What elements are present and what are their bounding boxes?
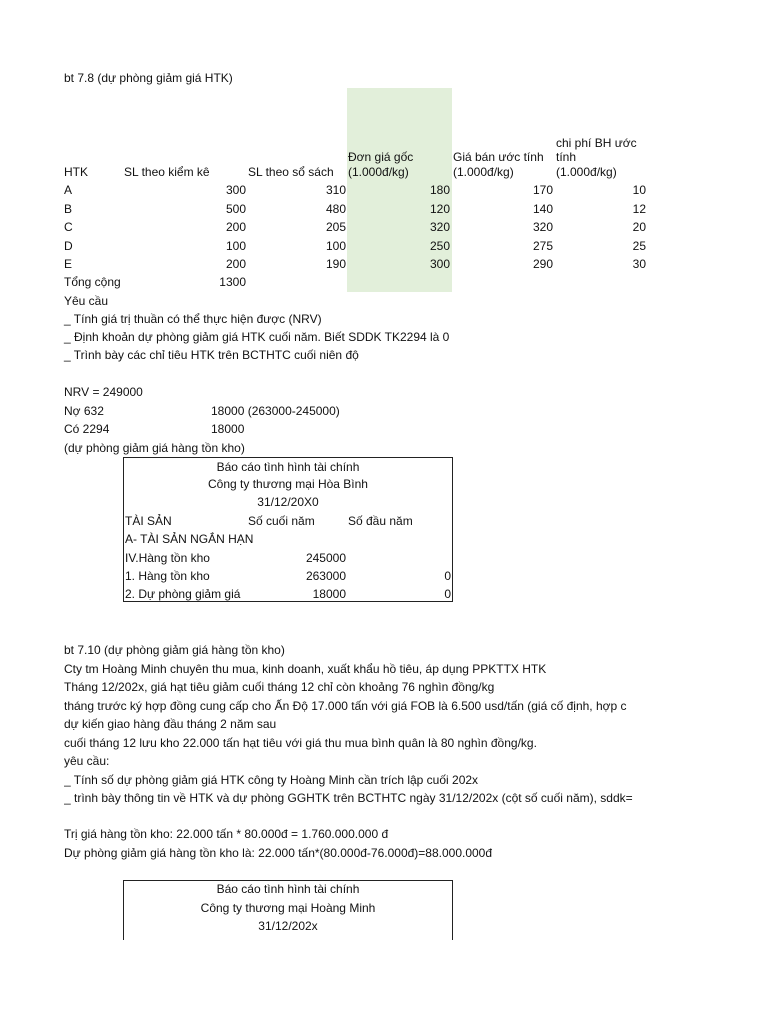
report-2-company: Công ty thương mại Hoàng Minh [200,901,376,915]
header-chi-phi-unit: (1.000đ/kg) [556,165,617,179]
report-line-end: 18000 [312,587,346,601]
header-don-gia-goc: Đơn giá gốc [348,150,414,164]
report-col-end: Số cuối năm [248,514,315,528]
requirement-line: _ Tính giá trị thuần có thể thực hiện được (NRV) [64,312,322,326]
exercise-7-10-line: _ trình bày thông tin về HTK và dự phòng GGHTK trên BCTHTC ngày 31/12/202x (cột số cuối năm), sddk= [64,791,633,805]
report-title: Báo cáo tình hình tài chính [216,460,360,474]
row-item: E [64,257,73,271]
row-don-gia-goc: 180 [429,183,450,197]
report-line-begin: 0 [444,569,451,583]
row-sl-so-sach: 480 [325,202,346,216]
row-chi-phi: 12 [632,202,646,216]
header-sl-so-sach: SL theo sổ sách [248,165,334,179]
report-date: 31/12/20X0 [257,495,319,509]
header-chi-phi: chi phí BH ước [556,136,637,150]
row-sl-kiem-ke: 200 [225,257,246,271]
row-chi-phi: 25 [632,239,646,253]
header-chi-phi-2: tính [556,150,577,164]
row-sl-kiem-ke: 200 [225,220,246,234]
calculation-line: Trị giá hàng tồn kho: 22.000 tấn * 80.000đ = 1.760.000.000 đ [64,827,389,841]
total-label: Tổng cộng [64,275,121,289]
row-sl-so-sach: 205 [325,220,346,234]
header-gia-ban-unit: (1.000đ/kg) [453,165,514,179]
exercise-7-10-line: _ Tính số dự phòng giảm giá HTK công ty Hoàng Minh cần trích lập cuối 202x [64,773,479,787]
requirement-line: _ Trình bày các chỉ tiêu HTK trên BCTHTC cuối niên độ [64,348,359,362]
journal-credit-label: Có 2294 [64,422,110,436]
exercise-7-10-line: Tháng 12/202x, giá hạt tiêu giảm cuối tháng 12 chỉ còn khoảng 76 nghìn đồng/kg [64,680,495,694]
journal-credit-value: 18000 [211,422,245,436]
requirement-heading: Yêu cầu [64,294,109,308]
total-value: 1300 [219,275,246,289]
exercise-7-10-line: cuối tháng 12 lưu kho 22.000 tấn hạt tiêu với giá thu mua bình quân là 80 nghìn đồng/kg. [64,736,537,750]
report-col-asset: TÀI SẢN [125,514,172,528]
row-don-gia-goc: 300 [429,257,450,271]
row-gia-ban: 140 [532,202,553,216]
exercise-7-8-title: bt 7.8 (dự phòng giảm giá HTK) [64,71,233,85]
report-line-begin: 0 [444,587,451,601]
row-sl-so-sach: 310 [325,183,346,197]
row-gia-ban: 290 [532,257,553,271]
report-2-title: Báo cáo tình hình tài chính [216,882,360,896]
row-sl-kiem-ke: 300 [225,183,246,197]
header-gia-ban: Giá bán ước tính [453,150,544,164]
report-section: A- TÀI SẢN NGẮN HẠN [125,532,254,546]
report-line-label: IV.Hàng tồn kho [125,551,210,565]
row-chi-phi: 10 [632,183,646,197]
row-chi-phi: 30 [632,257,646,271]
exercise-7-10-line: bt 7.10 (dự phòng giảm giá hàng tồn kho) [64,643,285,657]
journal-debit-value: 18000 (263000-245000) [211,404,340,418]
row-don-gia-goc: 250 [429,239,450,253]
exercise-7-10-line: tháng trước ký hợp đồng cung cấp cho Ấn Độ 17.000 tấn với giá FOB là 6.500 usd/tấn (giá cố định, hợp c [64,699,627,713]
header-don-gia-goc-unit: (1.000đ/kg) [348,165,409,179]
report-line-end: 245000 [305,551,346,565]
report-col-begin: Số đầu năm [348,514,413,528]
row-gia-ban: 275 [532,239,553,253]
row-don-gia-goc: 120 [429,202,450,216]
row-sl-so-sach: 100 [325,239,346,253]
row-sl-so-sach: 190 [325,257,346,271]
row-chi-phi: 20 [632,220,646,234]
journal-note: (dự phòng giảm giá hàng tồn kho) [64,441,245,455]
row-sl-kiem-ke: 500 [225,202,246,216]
row-item: D [64,239,73,253]
journal-debit-label: Nợ 632 [64,404,104,418]
row-item: A [64,183,73,197]
header-sl-kiem-ke: SL theo kiểm kê [124,165,210,179]
header-htk: HTK [64,165,88,179]
report-line-end: 263000 [305,569,346,583]
row-item: C [64,220,73,234]
exercise-7-10-line: yêu cầu: [64,754,110,768]
requirement-line: _ Định khoản dự phòng giảm giá HTK cuối năm. Biết SDDK TK2294 là 0 [64,330,450,344]
nrv-result: NRV = 249000 [64,385,143,399]
report-line-label: 2. Dự phòng giảm giá [125,587,241,601]
calculation-line: Dự phòng giảm giá hàng tồn kho là: 22.000 tấn*(80.000đ-76.000đ)=88.000.000đ [64,846,493,860]
row-gia-ban: 320 [532,220,553,234]
row-item: B [64,202,73,216]
row-don-gia-goc: 320 [429,220,450,234]
report-line-label: 1. Hàng tồn kho [125,569,210,583]
exercise-7-10-line: dự kiến giao hàng đầu tháng 2 năm sau [64,717,277,731]
report-2-date: 31/12/202x [258,919,318,933]
exercise-7-10-line: Cty tm Hoàng Minh chuyên thu mua, kinh doanh, xuất khẩu hồ tiêu, áp dụng PPKTTX HTK [64,662,547,676]
row-gia-ban: 170 [532,183,553,197]
row-sl-kiem-ke: 100 [225,239,246,253]
report-company: Công ty thương mại Hòa Bình [208,477,368,491]
